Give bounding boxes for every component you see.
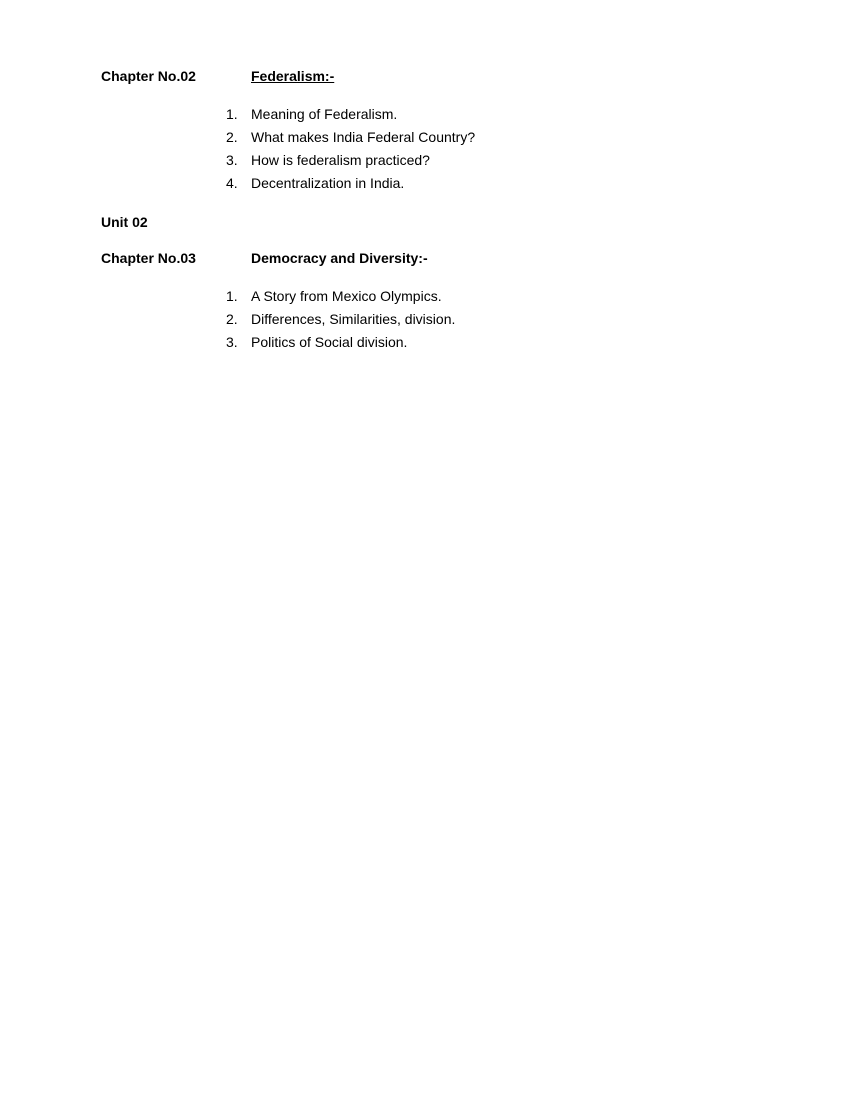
chapter-03-heading xyxy=(101,248,601,268)
chapter-02-label: Chapter No.02 xyxy=(101,68,196,84)
chapter-03-label: Chapter No.03 xyxy=(101,250,196,266)
chapter-03-title: Democracy and Diversity:- xyxy=(251,250,428,266)
chapter-03-topic-list xyxy=(222,286,622,355)
list-item-number: 1. xyxy=(226,106,238,122)
list-item xyxy=(222,173,622,196)
list-item xyxy=(222,127,622,150)
list-item-text: Decentralization in India. xyxy=(251,175,405,191)
list-item xyxy=(222,286,622,309)
list-item xyxy=(222,332,622,355)
list-item xyxy=(222,104,622,127)
list-item-text: Differences, Similarities, division. xyxy=(251,311,456,327)
chapter-02-heading xyxy=(101,66,601,86)
chapter-02-title: Federalism:- xyxy=(251,68,335,84)
list-item-text: What makes India Federal Country? xyxy=(251,129,476,145)
list-item-number: 4. xyxy=(226,175,238,191)
list-item-text: Politics of Social division. xyxy=(251,334,408,350)
list-item-text: A Story from Mexico Olympics. xyxy=(251,288,442,304)
list-item-number: 3. xyxy=(226,334,238,350)
list-item-text: Meaning of Federalism. xyxy=(251,106,398,122)
unit-heading: Unit 02 xyxy=(101,214,148,230)
chapter-02-topic-list xyxy=(222,104,622,196)
list-item-number: 3. xyxy=(226,152,238,168)
list-item-number: 2. xyxy=(226,129,238,145)
list-item-number: 2. xyxy=(226,311,238,327)
list-item xyxy=(222,150,622,173)
list-item xyxy=(222,309,622,332)
list-item-text: How is federalism practiced? xyxy=(251,152,430,168)
list-item-number: 1. xyxy=(226,288,238,304)
